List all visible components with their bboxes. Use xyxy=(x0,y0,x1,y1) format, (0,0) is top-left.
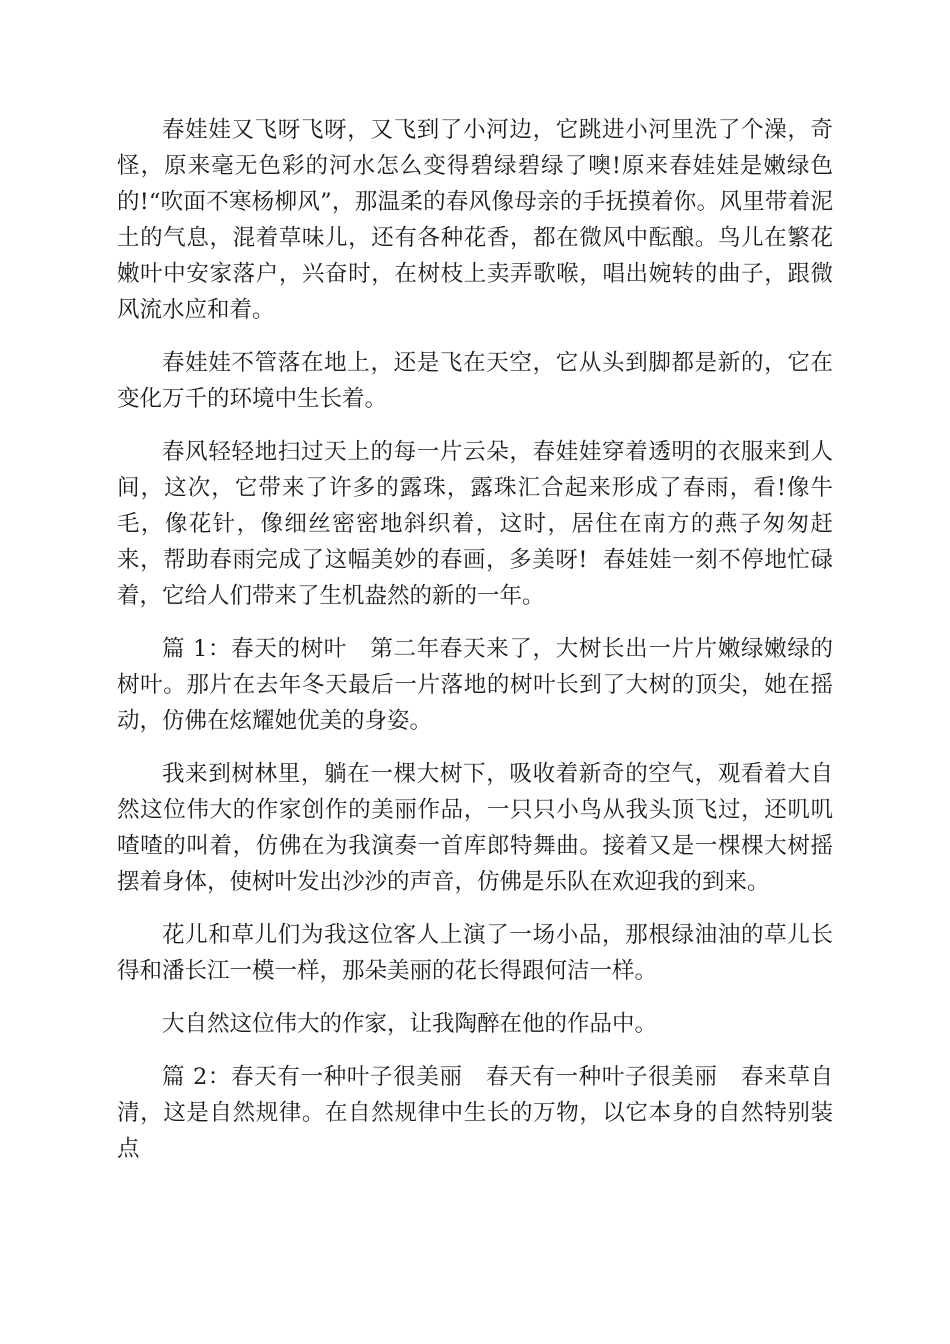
paragraph-6: 花儿和草儿们为我这位客人上演了一场小品，那根绿油油的草儿长得和潘长江一模一样，那朵美丽的花长得跟何洁一样。 xyxy=(117,922,833,984)
paragraph-8: 篇 2：春天有一种叶子很美丽 春天有一种叶子很美丽 春来草自清，这是自然规律。在自然规律中生长的万物，以它本身的自然特别装点 xyxy=(117,1064,833,1162)
paragraph-7: 大自然这位伟大的作家，让我陶醉在他的作品中。 xyxy=(162,1011,658,1037)
paragraph-4: 篇 1：春天的树叶 第二年春天来了，大树长出一片片嫩绿嫩绿的树叶。那片在去年冬天最后一片落地的树叶长到了大树的顶尖，她在摇动，仿佛在炫耀她优美的身姿。 xyxy=(117,636,833,734)
document-body xyxy=(117,112,833,1184)
paragraph-2: 春娃娃不管落在地上，还是飞在天空，它从头到脚都是新的，它在变化万千的环境中生长着。 xyxy=(117,350,833,412)
paragraph-3: 春风轻轻地扫过天上的每一片云朵，春娃娃穿着透明的衣服来到人间，这次，它带来了许多的露珠，露珠汇合起来形成了春雨，看!像牛毛，像花针，像细丝密密地斜织着，这时，居住在南方的燕子匆匆赶来，帮助春雨完成了这幅美妙的春画，多美呀! 春娃娃一刻不停地忙碌着，它给人们带来了生机盎然的新的一年。 xyxy=(117,439,833,609)
paragraph-1: 春娃娃又飞呀飞呀，又飞到了小河边，它跳进小河里洗了个澡，奇怪，原来毫无色彩的河水怎么变得碧绿碧绿了噢!原来春娃娃是嫩绿色的!“吹面不寒杨柳风”，那温柔的春风像母亲的手抚摸着你。风里带着泥土的气息，混着草味儿，还有各种花香，都在微风中酝酿。鸟儿在繁花嫩叶中安家落户，兴奋时，在树枝上卖弄歌喉，唱出婉转的曲子，跟微风流水应和着。 xyxy=(117,117,833,323)
paragraph-5: 我来到树林里，躺在一棵大树下，吸收着新奇的空气，观看着大自然这位伟大的作家创作的美丽作品，一只只小鸟从我头顶飞过，还叽叽喳喳的叫着，仿佛在为我演奏一首库郎特舞曲。接着又是一棵棵大树摇摆着身体，使树叶发出沙沙的声音，仿佛是乐队在欢迎我的到来。 xyxy=(117,761,833,895)
